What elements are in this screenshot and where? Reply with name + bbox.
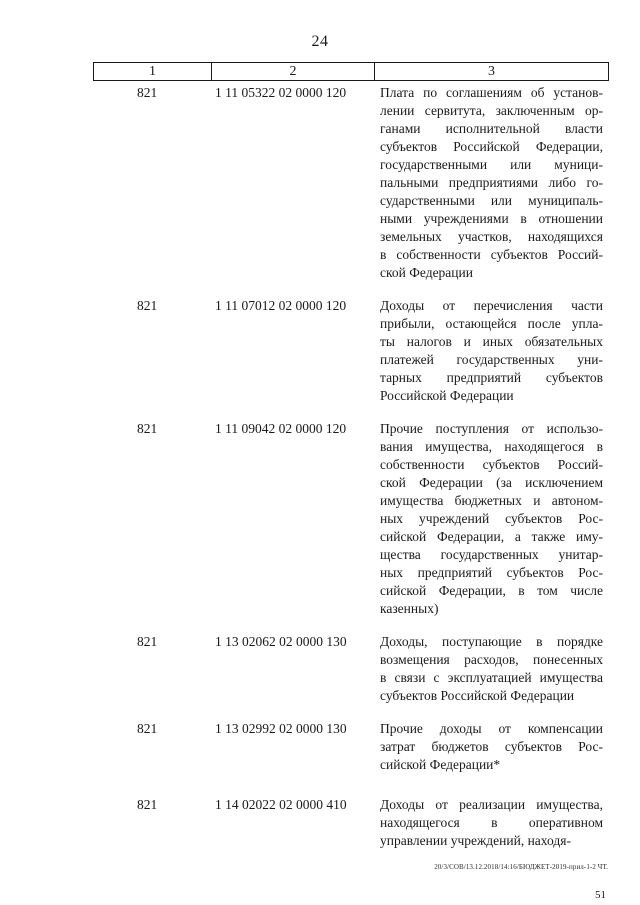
- description-line: сударственными или муниципаль-: [380, 193, 603, 208]
- description-line: прибыли, остающейся после упла-: [380, 316, 603, 331]
- admin-code: 821: [137, 634, 158, 649]
- description-line: лении сервитута, заключенным ор-: [380, 103, 603, 118]
- page-number-bottom: 51: [595, 889, 606, 901]
- budget-classification-code: 1 13 02992 02 0000 130: [215, 721, 347, 736]
- page-number-top: 24: [311, 33, 329, 50]
- description-line: управлении учреждений, находя-: [380, 833, 571, 848]
- description-line: Доходы от реализации имущества,: [380, 797, 603, 812]
- description-line: Российской Федерации: [380, 388, 514, 403]
- description-line: находящегося в оперативном: [380, 815, 603, 830]
- description-line: тарных предприятий субъектов: [380, 370, 603, 385]
- header-col-3: 3: [488, 64, 495, 79]
- description-line: затрат бюджетов субъектов Рос-: [380, 739, 603, 754]
- description-line: собственности субъектов Россий-: [380, 457, 603, 472]
- description-line: в собственности субъектов Россий-: [380, 247, 603, 262]
- description-line: имущества бюджетных и автоном-: [380, 493, 603, 508]
- admin-code: 821: [137, 421, 158, 436]
- budget-classification-code: 1 13 02062 02 0000 130: [215, 634, 347, 649]
- description-line: щества государственных унитар-: [380, 547, 603, 562]
- description-line: ными учреждениями в отношении: [380, 211, 603, 226]
- table-header: [93, 62, 609, 81]
- budget-classification-code: 1 14 02022 02 0000 410: [215, 797, 347, 812]
- income-description: [380, 84, 603, 282]
- description-line: казенных): [380, 601, 439, 616]
- header-col-1: 1: [94, 63, 212, 80]
- description-line: государственными или муници-: [380, 157, 603, 172]
- description-line: субъектов Российской Федерации,: [380, 139, 603, 154]
- description-line: пальными предприятиями либо го-: [380, 175, 603, 190]
- description-line: вания имущества, находящегося в: [380, 439, 603, 454]
- description-line: сийской Федерации, в том числе: [380, 583, 603, 598]
- description-line: возмещения расходов, понесенных: [380, 652, 603, 667]
- description-line: сийской Федерации, а также иму-: [380, 529, 603, 544]
- description-line: Прочие доходы от компенсации: [380, 721, 603, 736]
- footer-note: 20/3/СОВ/13.12.2018/14:16/БЮДЖЕТ-2019-прил-1-2 ЧТ.: [434, 863, 608, 871]
- header-col-2: 2: [212, 63, 375, 80]
- budget-classification-code: 1 11 05322 02 0000 120: [215, 85, 347, 100]
- description-line: земельных участков, находящихся: [380, 229, 603, 244]
- budget-classification-code: 1 11 07012 02 0000 120: [215, 298, 347, 313]
- income-description: [380, 633, 603, 705]
- admin-code: 821: [137, 721, 158, 736]
- income-description: [380, 796, 603, 850]
- description-line: платежей государственных уни-: [380, 352, 603, 367]
- description-line: в связи с эксплуатацией имущества: [380, 670, 603, 685]
- admin-code: 821: [137, 797, 158, 812]
- income-description: [380, 720, 603, 774]
- description-line: Доходы от перечисления части: [380, 298, 603, 313]
- admin-code: 821: [137, 298, 158, 313]
- budget-classification-code: 1 11 09042 02 0000 120: [215, 421, 347, 436]
- description-line: ты налогов и иных обязательных: [380, 334, 603, 349]
- income-description: [380, 297, 603, 405]
- description-line: ганами исполнительной власти: [380, 121, 603, 136]
- description-line: ных предприятий субъектов Рос-: [380, 565, 603, 580]
- income-description: [380, 420, 603, 618]
- description-line: Доходы, поступающие в порядке: [380, 634, 603, 649]
- description-line: ской Федерации (за исключением: [380, 475, 603, 490]
- description-line: ных учреждений субъектов Рос-: [380, 511, 603, 526]
- description-line: Плата по соглашениям об установ-: [380, 85, 603, 100]
- description-line: сийской Федерации*: [380, 757, 501, 772]
- admin-code: 821: [137, 85, 158, 100]
- description-line: Прочие поступления от использо-: [380, 421, 603, 436]
- description-line: субъектов Российской Федерации: [380, 688, 575, 703]
- description-line: ской Федерации: [380, 265, 473, 280]
